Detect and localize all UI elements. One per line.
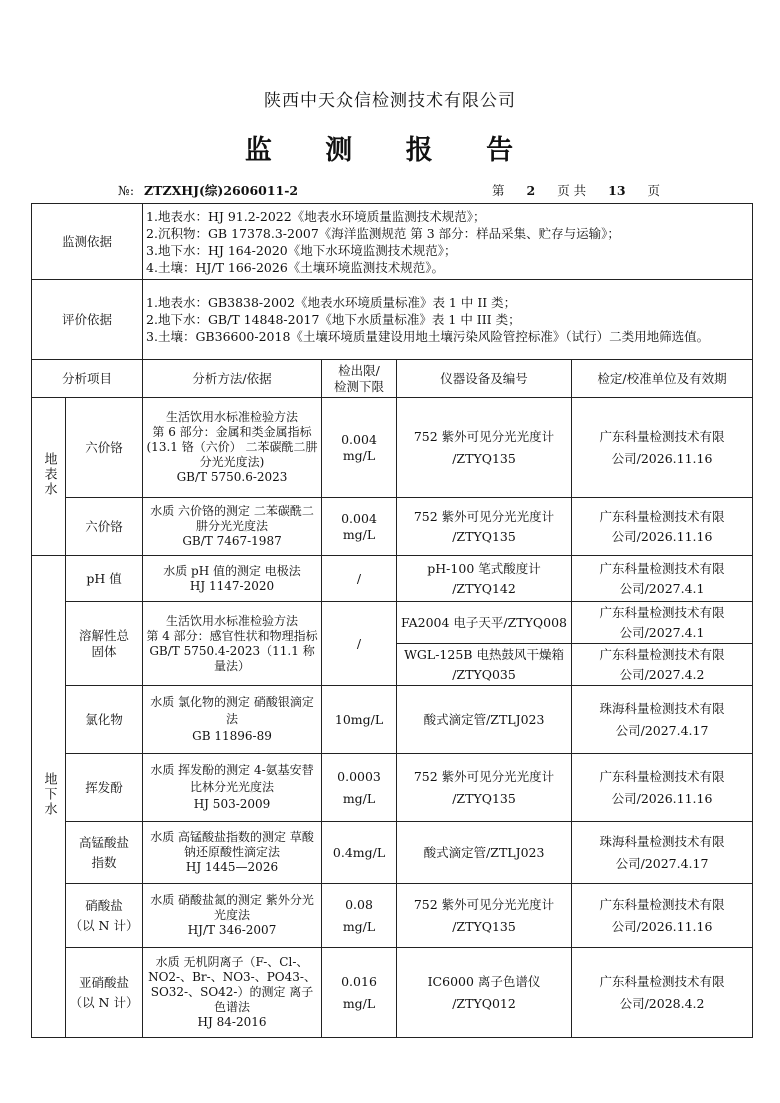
row-calibration: 珠海科量检测技术有限 公司/2027.4.17 [572, 822, 753, 884]
row-limit: 10mg/L [322, 686, 397, 754]
basis-line: 3.地下水：HJ 164-2020《地下水环境监测技术规范》； [146, 242, 457, 258]
row-item: 溶解性总 固体 [66, 602, 143, 686]
row-calibration: 广东科量检测技术有限 公司/2027.4.1 [572, 556, 753, 602]
row-calibration: 广东科量检测技术有限 公司/2027.4.2 [572, 644, 753, 686]
table-row [32, 884, 753, 948]
row-method: 水质 高锰酸盐指数的测定 草酸钠还原酸性滴定法 HJ 1445—2026 [143, 822, 322, 884]
row-limit: 0.4mg/L [322, 822, 397, 884]
table-row [32, 602, 753, 644]
row-method: 水质 氯化物的测定 硝酸银滴定法 GB 11896-89 [143, 686, 322, 754]
row-instrument: 752 紫外可见分光光度计 /ZTYQ135 [397, 398, 572, 498]
col-header-method: 分析方法/依据 [143, 360, 322, 398]
page-suffix: 页 [647, 183, 661, 198]
row-item: 六价铬 [66, 398, 143, 498]
basis-content [143, 204, 753, 280]
row-item: 挥发酚 [66, 754, 143, 822]
evaluation-line: 1.地表水：GB3838-2002《地表水环境质量标准》表 1 中 II 类； [146, 295, 517, 310]
evaluation-line: 2.地下水：GB/T 14848-2017《地下水质量标准》表 1 中 III 类； [146, 312, 521, 327]
row-limit: 0.004 mg/L [322, 498, 397, 556]
table-row [32, 498, 753, 556]
basis-line: 4.土壤：HJ/T 166-2026《土壤环境监测技术规范》。 [146, 259, 445, 275]
col-header-limit: 检出限/ 检测下限 [322, 360, 397, 398]
basis-row [32, 204, 753, 280]
report-title: 监 测 报 告 [244, 135, 536, 166]
row-item: 高锰酸盐 指数 [66, 822, 143, 884]
row-limit: 0.004 mg/L [322, 398, 397, 498]
row-instrument: WGL-125B 电热鼓风干燥箱 /ZTYQ035 [397, 644, 572, 686]
basis-line: 2.沉积物：GB 17378.3-2007《海洋监测规范 第 3 部分：样品采集、贮存与运输》； [146, 225, 620, 241]
row-limit: 0.016 mg/L [322, 948, 397, 1038]
row-method: 水质 六价铬的测定 二苯碳酰二肼分光光度法 GB/T 7467-1987 [143, 498, 322, 556]
report-table [31, 203, 753, 1038]
evaluation-row [32, 280, 753, 360]
basis-label: 监测依据 [32, 204, 143, 280]
row-method: 水质 挥发酚的测定 4-氨基安替比林分光光度法 HJ 503-2009 [143, 754, 322, 822]
table-row [32, 556, 753, 602]
row-instrument: 酸式滴定管/ZTLJ023 [397, 686, 572, 754]
table-row [32, 686, 753, 754]
category-surface-water: 地表水 [32, 398, 66, 556]
row-calibration: 珠海科量检测技术有限 公司/2027.4.17 [572, 686, 753, 754]
basis-line: 1.地表水：HJ 91.2-2022《地表水环境质量监测技术规范》； [146, 208, 486, 224]
row-item: 亚硝酸盐 （以 N 计） [66, 948, 143, 1038]
row-calibration: 广东科量检测技术有限 公司/2026.11.16 [572, 754, 753, 822]
row-calibration: 广东科量检测技术有限 公司/2026.11.16 [572, 884, 753, 948]
row-method: 生活饮用水标准检验方法 第 4 部分：感官性状和物理指标 GB/T 5750.4-2023（11.1 称量法） [143, 602, 322, 686]
table-row [32, 822, 753, 884]
row-calibration: 广东科量检测技术有限 公司/2026.11.16 [572, 498, 753, 556]
row-limit: / [322, 556, 397, 602]
row-item: 氯化物 [66, 686, 143, 754]
report-number-value: ZTZXHJ(综)2606011-2 [144, 183, 299, 198]
table-row [32, 948, 753, 1038]
row-calibration: 广东科量检测技术有限 公司/2026.11.16 [572, 398, 753, 498]
row-item: pH 值 [66, 556, 143, 602]
row-instrument: 752 紫外可见分光光度计 /ZTYQ135 [397, 498, 572, 556]
row-item: 硝酸盐 （以 N 计） [66, 884, 143, 948]
col-header-calibration: 检定/校准单位及有效期 [572, 360, 753, 398]
row-method: 水质 pH 值的测定 电极法 HJ 1147-2020 [143, 556, 322, 602]
page-current: 2 [526, 183, 536, 198]
evaluation-content [143, 280, 753, 360]
row-method: 水质 硝酸盐氮的测定 紫外分光光度法 HJ/T 346-2007 [143, 884, 322, 948]
row-instrument: 酸式滴定管/ZTLJ023 [397, 822, 572, 884]
page-total: 13 [608, 183, 626, 198]
row-item: 六价铬 [66, 498, 143, 556]
category-groundwater: 地下水 [32, 556, 66, 1038]
report-number [118, 181, 298, 199]
col-header-item: 分析项目 [32, 360, 143, 398]
row-limit: / [322, 602, 397, 686]
table-row [32, 398, 753, 498]
row-calibration: 广东科量检测技术有限 公司/2028.4.2 [572, 948, 753, 1038]
row-limit: 0.0003 mg/L [322, 754, 397, 822]
evaluation-label: 评价依据 [32, 280, 143, 360]
row-method: 水质 无机阴离子（F-、Cl-、NO2-、Br-、NO3-、PO43-、SO32-、SO42-）的测定 离子色谱法 HJ 84-2016 [143, 948, 322, 1038]
col-header-instrument: 仪器设备及编号 [397, 360, 572, 398]
page-prefix: 第 [492, 183, 505, 198]
page-mid: 页 共 [557, 183, 587, 198]
row-instrument: 752 紫外可见分光光度计 /ZTYQ135 [397, 884, 572, 948]
report-meta [0, 181, 780, 199]
company-name: 陕西中天众信检测技术有限公司 [264, 91, 516, 111]
report-number-label: №: [118, 183, 135, 198]
row-instrument: pH-100 笔式酸度计 /ZTYQ142 [397, 556, 572, 602]
row-calibration: 广东科量检测技术有限 公司/2027.4.1 [572, 602, 753, 644]
table-row [32, 754, 753, 822]
row-instrument: IC6000 离子色谱仪 /ZTYQ012 [397, 948, 572, 1038]
row-instrument: FA2004 电子天平/ZTYQ008 [397, 602, 572, 644]
page-indicator [492, 181, 660, 199]
evaluation-line: 3.土壤：GB36600-2018《土壤环境质量建设用地土壤污染风险管控标准》（试行）二类用地筛选值。 [146, 329, 710, 344]
row-limit: 0.08 mg/L [322, 884, 397, 948]
column-header-row [32, 360, 753, 398]
row-instrument: 752 紫外可见分光光度计 /ZTYQ135 [397, 754, 572, 822]
row-method: 生活饮用水标准检验方法 第 6 部分：金属和类金属指标 (13.1 铬（六价） 二苯碳酰二肼分光光度法) GB/T 5750.6-2023 [143, 398, 322, 498]
